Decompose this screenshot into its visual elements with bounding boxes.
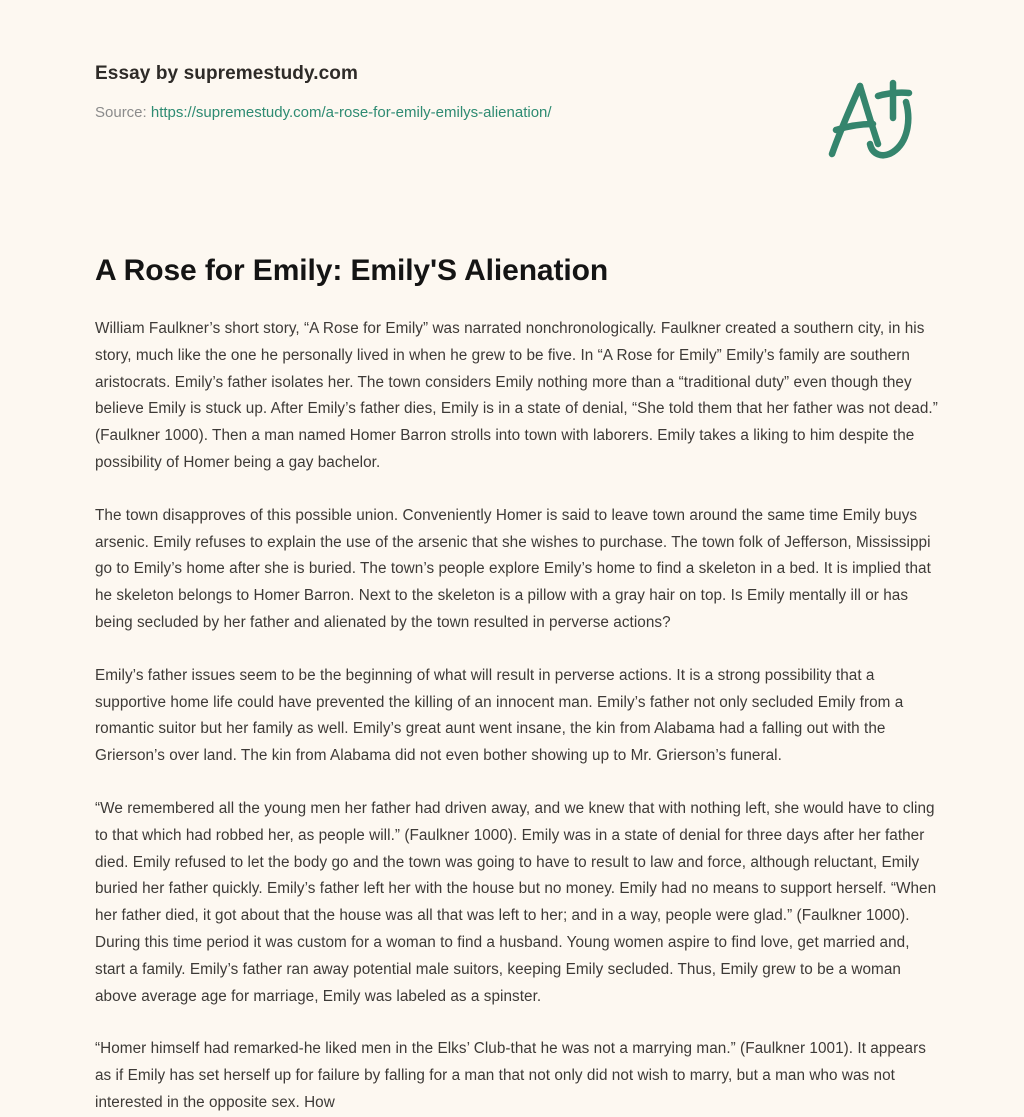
paragraph: “We remembered all the young men her father had driven away, and we knew that with nothing left, she would have to cling to that which had robbed her, as people will.” (Faulkner 1000). Emily was in a state of denial for three days after her father died. Emily refused to let the body go and the town was going to have to result to law and force, although reluctant, Emily buried her father quickly. Emily’s father left her with the house but no money. Emily had no means to support herself. “When her father died, it got about that the house was all that was left to her; and in a way, people were glad.” (Faulkner 1000). During this time period it was custom for a woman to find a husband. Young women aspire to find love, get married and, start a family. Emily’s father ran away potential male suitors, keeping Emily secluded. Thus, Emily grew to be a woman above average age for marriage, Emily was labeled as a spinster. [95,799,937,1005]
paragraph: Emily’s father issues seem to be the beginning of what will result in perverse actions. It is a strong possibility that a supportive home life could have prevented the killing of an innocent man. Emily’s father not only secluded Emily from a romantic suitor but her family as well. Emily’s great aunt went insane, the kin from Alabama had a falling out with the Grierson’s over land. The kin from Alabama did not even bother showing up to Mr. Grierson’s funeral. [95,666,904,765]
page-title: A Rose for Emily: Emily'S Alienation [95,254,609,287]
paragraph: “Homer himself had remarked-he liked men in the Elks’ Club-that he was not a marrying man.” (Faulkner 1001). It appears as if Emily has set herself up for failure by falling for a man that not only did not wish to marry, but a man who was not interested in the opposite sex. How [95,1040,926,1111]
a-plus-logo [814,62,924,172]
a-plus-logo-icon [814,62,924,172]
source-line [95,103,795,123]
document-header [95,62,795,122]
paragraph: William Faulkner’s short story, “A Rose for Emily” was narrated nonchronologically. Faulkner created a southern city, in his story, much like the one he personally lived in when he grew to be five. In “A Rose for Emily” Emily’s family are southern aristocrats. Emily’s father isolates her. The town considers Emily nothing more than a “traditional duty” even though they believe Emily is stuck up. After Emily’s father dies, Emily is in a state of denial, “She told them that her father was not dead.” (Faulkner 1000). Then a man named Homer Barron strolls into town with laborers. Emily takes a liking to him despite the possibility of Homer being a gay bachelor. [95,320,938,471]
source-url-link[interactable]: https://supremestudy.com/a-rose-for-emily-emilys-alienation/ [150,103,552,121]
essay-body [95,316,940,1117]
essay-byline: Essay by supremestudy.com [95,63,358,84]
source-label: Source: [95,103,147,121]
paragraph: The town disapproves of this possible union. Conveniently Homer is said to leave town around the same time Emily buys arsenic. Emily refuses to explain the use of the arsenic that she wishes to purchase. The town folk of Jefferson, Mississippi go to Emily’s home after she is buried. The town’s people explore Emily’s home to find a skeleton in a bed. It is implied that he skeleton belongs to Homer Barron. Next to the skeleton is a pillow with a gray hair on top. Is Emily mentally ill or has being secluded by her father and alienated by the town resulted in perverse actions? [95,506,931,631]
